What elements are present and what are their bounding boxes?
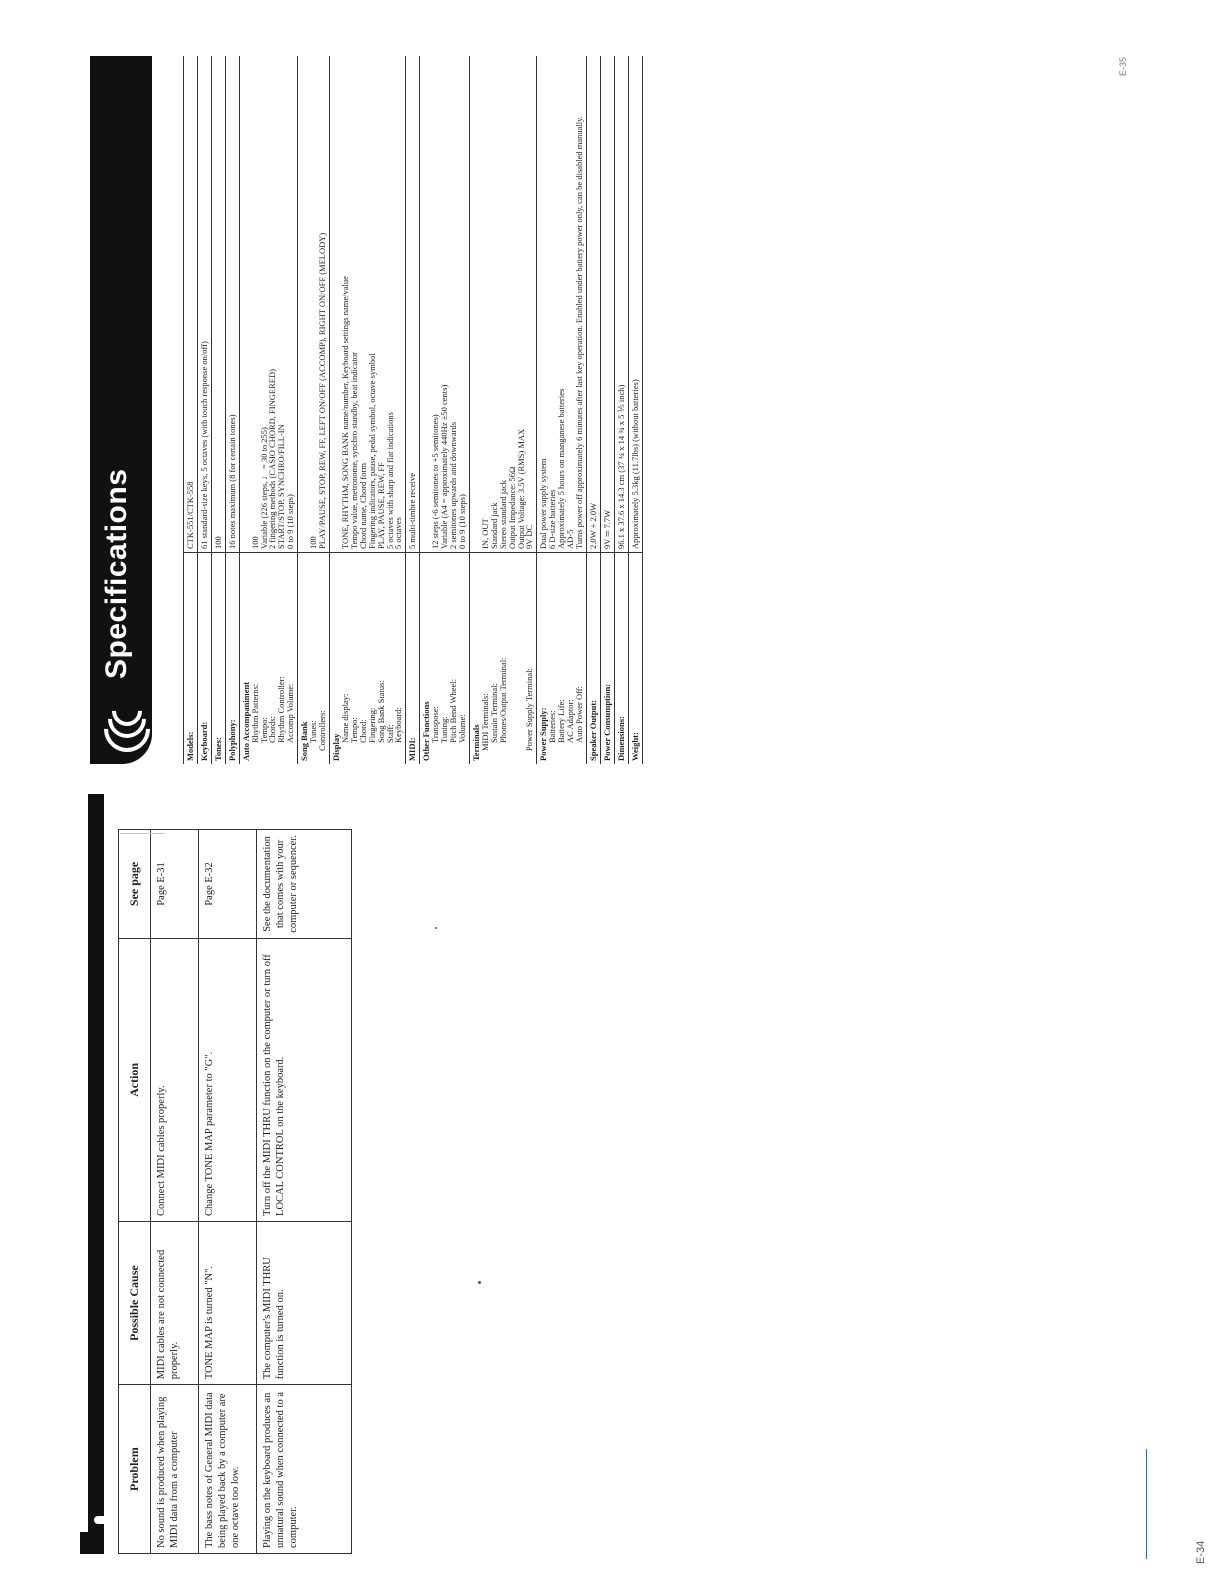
spec-value: PLAY, PAUSE, REW, FF [375, 462, 386, 549]
spec-sub-label: Tunes: [308, 720, 319, 743]
spec-sub-label: Rhythm Controller: [276, 676, 287, 743]
spec-sub-label: MIDI Terminals: [479, 693, 490, 751]
spec-label: Polyphony: [225, 553, 239, 765]
spec-group-title: Display [330, 733, 341, 761]
spec-row [537, 56, 587, 764]
spec-value: Output Impedance: 56Ω [506, 466, 517, 549]
spec-sub-label: Controllers: [317, 710, 328, 751]
page-divider [120, 833, 165, 834]
cause-cell: MIDI cables are not connected properly. [151, 1221, 199, 1384]
spec-value: 61 standard-size keys, 5 octaves (with touch response on/off) [197, 56, 211, 553]
spec-value: Fingering indicators, pause, pedal symbol, octave symbol [366, 353, 377, 549]
spec-sub-label: Song Bank Status: [375, 680, 386, 743]
spec-row [197, 56, 211, 764]
spec-value: 100 [308, 536, 319, 549]
spec-row [211, 56, 225, 764]
spec-value: 5 octaves [393, 517, 404, 549]
table-row [257, 830, 352, 1554]
spec-label: Tones: [211, 553, 225, 765]
page-cell: Page E-32 [199, 830, 257, 939]
spec-value: 5 octaves with sharp and flat indications [384, 412, 395, 549]
header-see-page: See page [119, 830, 151, 939]
spec-sub-label: Rhythm Patterns: [249, 683, 260, 743]
spec-label-group [420, 553, 470, 765]
page-cell: See the documentation that comes with your computer or sequencer. [257, 830, 352, 939]
spec-sub-label: Power Supply Terminal: [524, 668, 535, 751]
spec-sub-label: Sustain Terminal: [488, 683, 499, 743]
spec-sub-label: Battery Life: [556, 699, 567, 743]
spec-label: Weight: [628, 553, 642, 765]
troubleshooting-table [118, 829, 352, 1554]
specifications-table [183, 56, 643, 764]
page-number: E-35 [1118, 56, 1128, 76]
spec-sub-label: Fingering: [366, 707, 377, 743]
spec-value-group [298, 56, 330, 553]
spec-value: Variable (226 steps, ♩ = 30 to 255) [258, 427, 269, 549]
page-title: Specifications [100, 468, 133, 679]
spec-sub-label: Tempo: [348, 717, 359, 743]
spec-value: 96.1 x 37.6 x 14.3 cm (37 ¾ x 14 ¾ x 5 ⅕ inch) [614, 56, 628, 553]
spec-value-group [239, 56, 298, 553]
spec-row [298, 56, 330, 764]
spec-value: 2 semitones upwards and downwards [448, 421, 459, 549]
problem-cell: The bass notes of General MIDI data being played back by a computer are one octave too low. [199, 1385, 257, 1554]
spec-value: Approximately 5 hours on manganese batteries [556, 388, 567, 549]
speck [435, 927, 437, 929]
spec-value-group [329, 56, 405, 553]
spec-row [184, 56, 198, 764]
spec-sub-label [508, 556, 517, 761]
spec-label: Keyboard: [197, 553, 211, 765]
spec-value: IN, OUT [479, 518, 490, 549]
spec-group-title: Other Functions [421, 701, 432, 761]
spec-group-title: Song Bank [299, 721, 310, 761]
spec-row [406, 56, 420, 764]
page-number: E-34 [1195, 1540, 1207, 1564]
spec-group-title: Auto Accompaniment [240, 681, 251, 761]
spec-sub-label: AC Adaptor: [565, 699, 576, 743]
spec-value: Chord name, Chord form [357, 463, 368, 549]
spec-label: Power Consumption: [600, 553, 614, 765]
spec-value: 9V DC [524, 524, 535, 549]
spec-sub-label: Name display: [339, 693, 350, 743]
spec-value: 16 notes maximum (8 for certain tones) [225, 56, 239, 553]
header-action: Action [119, 938, 151, 1221]
spec-sub-label: Staff: [384, 724, 395, 743]
spec-value: PLAY/PAUSE, STOP, REW, FF, LEFT ON/OFF (ACCOMP), RIGHT ON/OFF (MELODY) [317, 232, 328, 549]
spec-sub-label: Accomp Volume: [285, 683, 296, 743]
spec-value: Output Voltage: 3.5V (RMS) MAX [515, 428, 526, 549]
spec-group-title: Terminals [470, 724, 481, 761]
spec-row [239, 56, 298, 764]
blue-edge-line [1146, 1449, 1147, 1559]
spec-sub-label: Auto Power Off: [574, 686, 585, 743]
spec-group-title: Power Supply: [538, 707, 549, 761]
spec-value: 100 [211, 56, 225, 553]
action-cell: Change TONE MAP parameter to "G". [199, 938, 257, 1221]
problem-cell: Playing on the keyboard produces an unnatural sound when connected to a computer. [257, 1385, 352, 1554]
spec-value: 0 to 9 (10 steps) [285, 494, 296, 549]
table-row [199, 830, 257, 1554]
spec-value: 0 to 9 (10 steps) [456, 494, 467, 549]
spec-sub-label: Volume: [456, 714, 467, 743]
spec-row [420, 56, 470, 764]
page-cell: Page E-31 [151, 830, 199, 939]
spec-value: 2 fingering methods (CASIO CHORD, FINGERED) [267, 369, 278, 549]
spec-value: 100 [249, 536, 260, 549]
spec-sub-label: Chords: [267, 716, 278, 743]
spec-value: AD-5 [565, 529, 576, 549]
problem-cell: No sound is produced when playing MIDI data from a computer [151, 1385, 199, 1554]
section-bar-notch [94, 1516, 106, 1524]
spec-value: CTK-551/CTK-558 [184, 56, 198, 553]
header-problem: Problem [119, 1385, 151, 1554]
section-bar [88, 794, 104, 1554]
spec-value: Standard jack [488, 502, 499, 549]
spec-value: 5 multi-timbre receive [406, 56, 420, 553]
spec-value: Approximately 5.3kg (11.7lbs) (without batteries) [628, 56, 642, 553]
spec-value: 6 D-size batteries [547, 489, 558, 549]
spec-row [469, 56, 536, 764]
spec-label: Dimensions: [614, 553, 628, 765]
spec-value: Turns power off approximately 6 minutes after last key operation. Enabled under battery power only, can be disabled manually. [574, 116, 585, 549]
spec-label: MIDI: [406, 553, 420, 765]
header-possible-cause: Possible Cause [119, 1221, 151, 1384]
spec-sub-label: Tempo: [258, 717, 269, 743]
spec-sub-label: Tuning: [439, 716, 450, 743]
spec-row [329, 56, 405, 764]
action-cell: Connect MIDI cables properly. [151, 938, 199, 1221]
speck [478, 1281, 481, 1284]
spec-value-group [420, 56, 470, 553]
spec-row [600, 56, 614, 764]
table-header-row [119, 830, 151, 1554]
spec-sub-label: Chord: [357, 719, 368, 743]
spec-sub-label: Phones/Output Terminal: [497, 657, 508, 743]
spec-label-group [537, 553, 587, 765]
spec-label-group [469, 553, 536, 765]
spec-sub-label: Pitch Bend Wheel: [448, 678, 459, 743]
spec-label: Models: [184, 553, 198, 765]
spec-row [586, 56, 600, 764]
spec-label: Speaker Output: [586, 553, 600, 765]
spec-row [225, 56, 239, 764]
spec-label-group [329, 553, 405, 765]
spec-label-group [298, 553, 330, 765]
action-cell: Turn off the MIDI THRU function on the computer or turn off LOCAL CONTROL on the keyboard. [257, 938, 352, 1221]
spec-row [614, 56, 628, 764]
spec-value-group [537, 56, 587, 553]
spec-value: Stereo standard jack [497, 480, 508, 549]
spec-value: 9V ═ 7.7W [600, 56, 614, 553]
spec-sub-label: Keyboard: [393, 707, 404, 743]
spec-value: 12 steps (-6 semitones to +5 semitones) [430, 414, 441, 549]
table-row [151, 830, 199, 1554]
spec-row [628, 56, 642, 764]
spec-value-group [469, 56, 536, 553]
spec-label-group [239, 553, 298, 765]
spec-value: 2.0W + 2.0W [586, 56, 600, 553]
cause-cell: The computer's MIDI THRU function is turned on. [257, 1221, 352, 1384]
spec-value: START/STOP, SYNCHRO/FILL-IN [276, 424, 287, 549]
spec-value: Dual power supply system [538, 458, 549, 549]
spec-value: TONE, RHYTHM, SONG BANK name/number, Keyboard settings name/value [339, 276, 350, 549]
cause-cell: TONE MAP is turned "N". [199, 1221, 257, 1384]
spec-value: Tempo value, metronome, synchro standby, beat indicator [348, 352, 359, 549]
spec-value: Variable (A4 = approximately 440Hz ±50 cents) [439, 384, 450, 549]
spec-sub-label: Transpose: [430, 706, 441, 743]
spec-sub-label: Batteries: [547, 710, 558, 743]
